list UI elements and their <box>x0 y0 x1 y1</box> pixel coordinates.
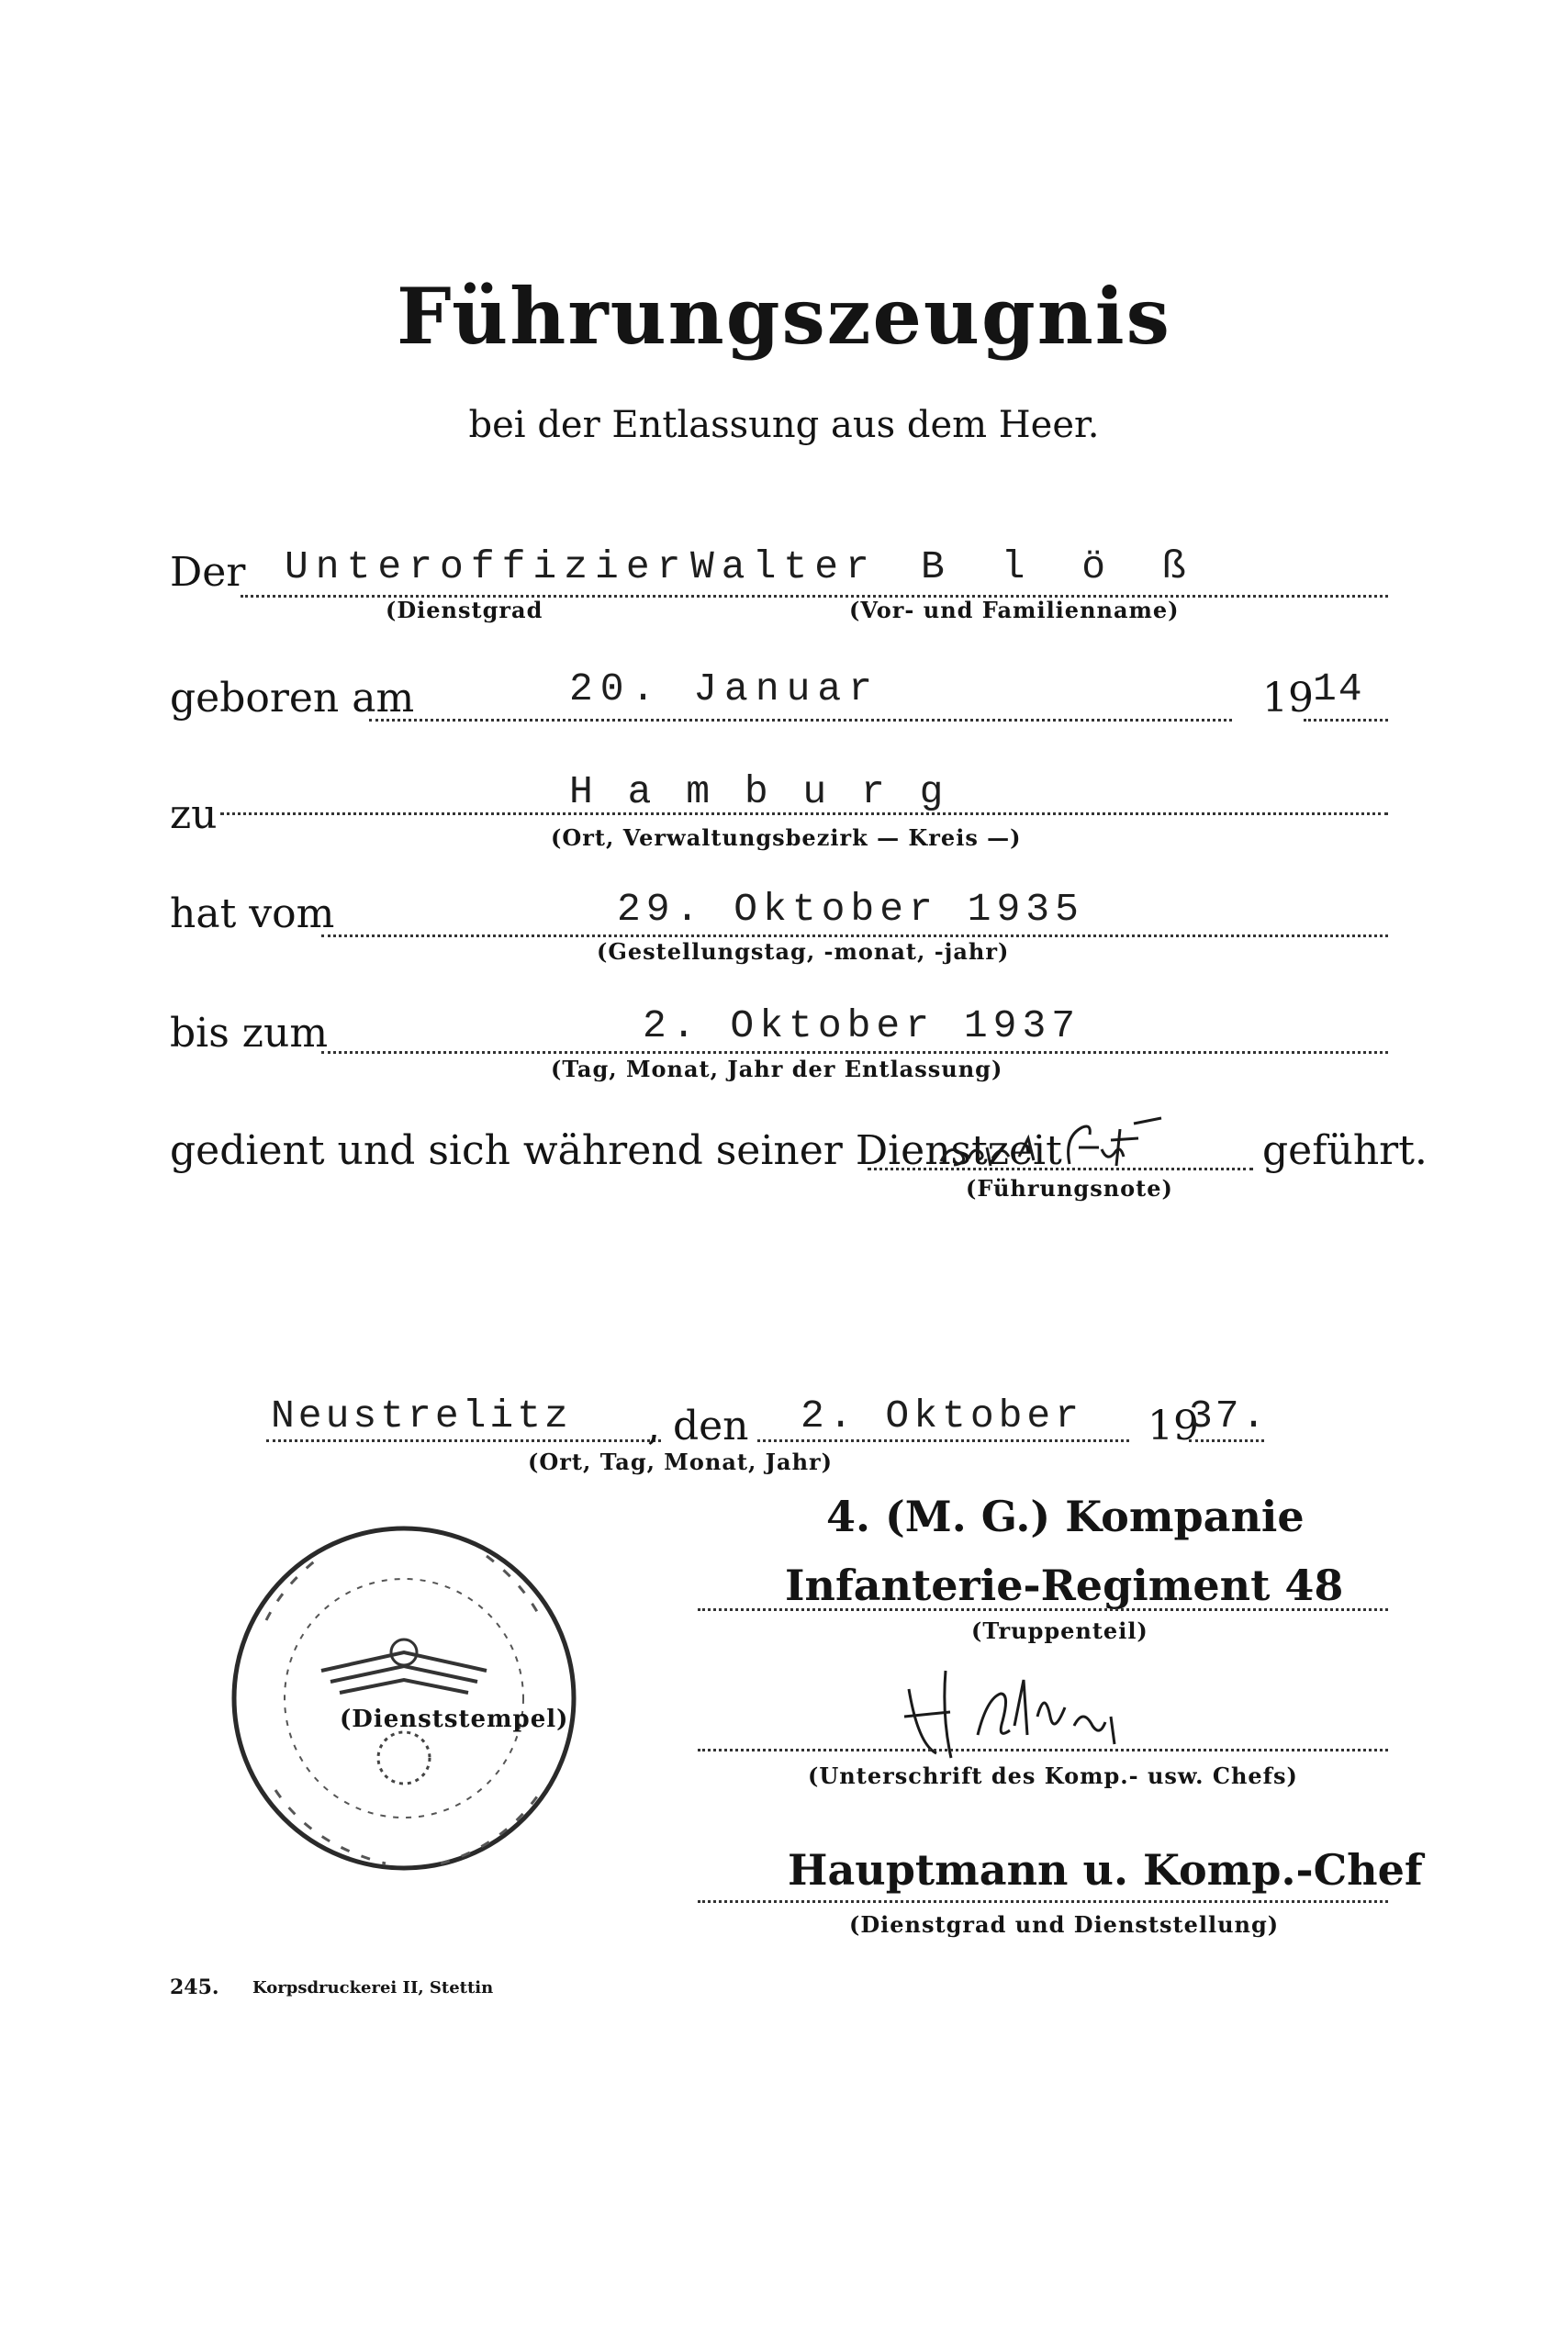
issue-date-value: 2. Oktober <box>801 1393 1084 1438</box>
issue-den: , den <box>647 1403 749 1449</box>
birth-label: geboren am <box>170 675 415 722</box>
birth-line <box>369 719 1232 722</box>
birth-date-value: 20. Januar <box>569 666 880 711</box>
issue-date-line <box>757 1439 1129 1442</box>
prefix-der: Der <box>170 549 246 596</box>
to-line <box>321 1051 1388 1054</box>
signature-caption: (Unterschrift des Komp.- usw. Chefs) <box>808 1762 1298 1789</box>
birth-year-prefix: 19 <box>1262 675 1314 722</box>
to-value: 2. Oktober 1937 <box>643 1003 1081 1048</box>
place-label: zu <box>170 791 218 838</box>
document-subtitle: bei der Entlassung aus dem Heer. <box>468 404 1100 446</box>
from-line <box>321 934 1388 937</box>
issue-place-value: Neustrelitz <box>271 1393 572 1438</box>
position-value: Hauptmann u. Komp.-Chef <box>788 1845 1423 1895</box>
from-label: hat vom <box>170 890 335 937</box>
issue-year-line <box>1189 1439 1264 1442</box>
position-line <box>698 1900 1388 1903</box>
from-caption: (Gestellungstag, -monat, -jahr) <box>597 938 1010 965</box>
unit-line1: 4. (M. G.) Kompanie <box>826 1492 1305 1541</box>
form-number: 245. <box>170 1975 219 1999</box>
unit-line2: Infanterie-Regiment 48 <box>785 1561 1344 1610</box>
place-caption: (Ort, Verwaltungsbezirk — Kreis —) <box>551 824 1022 851</box>
birth-year-line <box>1304 719 1388 722</box>
position-caption: (Dienstgrad und Dienststellung) <box>849 1911 1280 1938</box>
issue-year-suffix: 37. <box>1189 1393 1269 1438</box>
rank-caption: (Dienstgrad <box>386 597 543 623</box>
conduct-label-after: geführt. <box>1262 1127 1428 1174</box>
unit-line <box>698 1608 1388 1611</box>
last-name-value: B l ö ß <box>921 544 1203 589</box>
stamp-label: (Dienststempel) <box>340 1706 569 1733</box>
official-stamp <box>220 1515 588 1882</box>
signature-handwriting <box>890 1662 1166 1762</box>
issue-place-line <box>266 1439 661 1442</box>
from-value: 29. Oktober 1935 <box>617 887 1084 932</box>
place-value: H a m b u r g <box>569 769 949 814</box>
issue-year-prefix: 19 <box>1148 1403 1199 1449</box>
to-label: bis zum <box>170 1010 329 1057</box>
conduct-label-before: gedient und sich während seiner Dienstzeit <box>170 1127 1062 1174</box>
name-caption: (Vor- und Familienname) <box>849 597 1180 623</box>
birth-year-suffix: 14 <box>1313 666 1364 711</box>
issue-caption: (Ort, Tag, Monat, Jahr) <box>528 1449 834 1475</box>
unit-caption: (Truppenteil) <box>971 1617 1148 1644</box>
rank-value: Unteroffizier <box>285 544 689 589</box>
conduct-handwriting <box>932 1111 1170 1175</box>
document-title: Führungszeugnis <box>397 271 1171 362</box>
first-name-value: Walter <box>690 544 877 589</box>
to-caption: (Tag, Monat, Jahr der Entlassung) <box>551 1056 1003 1082</box>
signature-line <box>698 1749 1388 1751</box>
conduct-caption: (Führungsnote) <box>966 1175 1173 1202</box>
printer-name: Korpsdruckerei II, Stettin <box>252 1978 494 1998</box>
